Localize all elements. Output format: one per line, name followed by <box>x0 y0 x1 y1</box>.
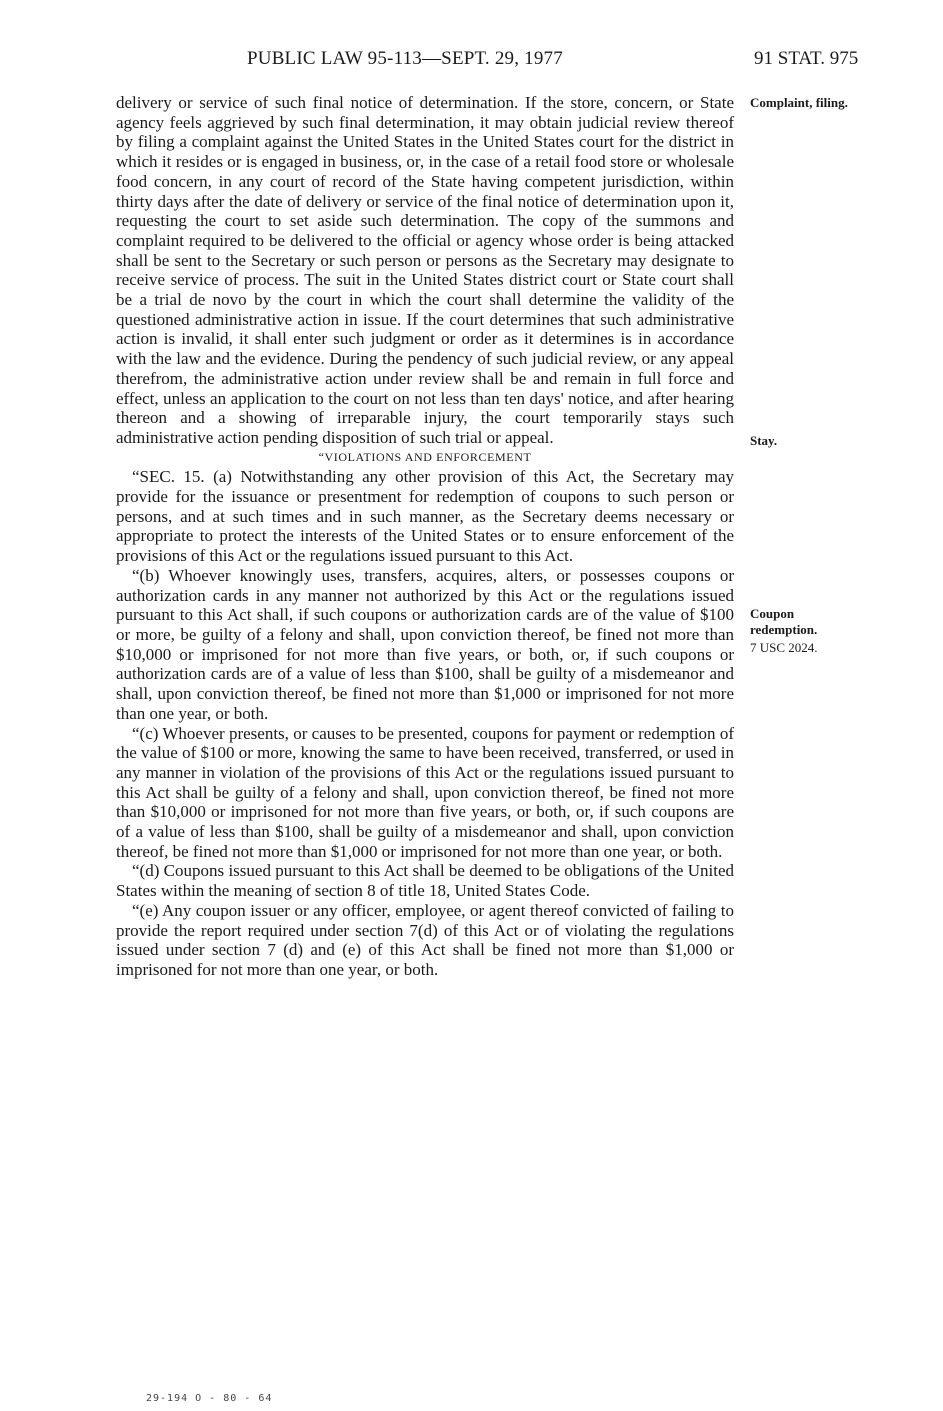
margin-note-citation: 7 USC 2024. <box>750 640 818 655</box>
paragraph-sec15-b: “(b) Whoever knowingly uses, transfers, acquires, alters, or possesses coupons or authorization cards in any manner not authorized by this Act or the regulations issued pursuant to this Act shall, if such coupons or authorization cards are of the value of $100 or more, be guilty of a felony and shall, upon conviction thereof, be fined not more than $10,000 or imprisoned for not more than five years, or both, or, if such coupons or authorization cards are of a value of less than $100, shall be guilty of a misdemeanor and shall, upon conviction thereof, be fined not more than $1,000 or imprisoned for not more than one year, or both. <box>116 565 734 723</box>
paragraph-sec15-e: “(e) Any coupon issuer or any officer, employee, or agent thereof convicted of failing to provide the report required under section 7(d) of this Act or of violating the regulations issued under section 7 (d) and (e) of this Act shall be fined not more than $1,000 or imprisoned for not more than one year, or both. <box>116 900 734 979</box>
print-code: 29-194 O - 80 - 64 <box>146 1393 273 1404</box>
margin-note-coupon: Coupon redemption. <box>750 606 818 637</box>
paragraph-continuation: delivery or service of such final notice of determination. If the store, concern, or State agency feels aggrieved by such final determination, it may obtain judicial review thereof by filing a complaint against the United States in the United States court for the district in which it resides or is engaged in business, or, in the case of a retail food store or wholesale food concern, in any court of record of the State having competent jurisdiction, within thirty days after the date of delivery or service of the final notice of determination upon it, requesting the court to set aside such determination. The copy of the summons and complaint required to be delivered to the official or agency whose order is being attacked shall be sent to the Secretary or such person or persons as the Secretary may designate to receive service of process. The suit in the United States district court or State court shall be a trial de novo by the court in which the court shall determine the validity of the questioned administrative action in issue. If the court determines that such administrative action is invalid, it shall enter such judgment or order as it determines is in accordance with the law and the evidence. During the pendency of such judicial review, or any appeal therefrom, the administrative action under review shall be and remain in full force and effect, unless an application to the court on not less than ten days' notice, and after hearing thereon and a showing of irreparable injury, the court temporarily stays such administrative action pending disposition of such trial or appeal. <box>116 93 734 447</box>
document-body <box>116 93 734 980</box>
paragraph-sec15-a: “SEC. 15. (a) Notwithstanding any other provision of this Act, the Secretary may provide for the issuance or presentment for redemption of coupons to such person or persons, and at such times and in such manner, as the Secretary deems necessary or appropriate to protect the interests of the United States or to ensure enforcement of the provisions of this Act or the regulations issued pursuant to this Act. <box>116 467 734 566</box>
paragraph-sec15-c: “(c) Whoever presents, or causes to be presented, coupons for payment or redemption of the value of $100 or more, knowing the same to have been received, transferred, or used in any manner in violation of the provisions of this Act or the regulations issued pursuant to this Act shall be guilty of a felony and shall, upon conviction thereof, be fined not more than $10,000 or imprisoned for not more than five years, or both, or, if such coupons are of a value of less than $100, shall be guilty of a misdemeanor and shall, upon conviction thereof, be fined not more than $1,000 or imprisoned for not more than one year, or both. <box>116 723 734 861</box>
page-number: 91 STAT. 975 <box>754 48 859 69</box>
margin-note-complaint: Complaint, filing. <box>750 95 848 110</box>
margin-note-stay: Stay. <box>750 433 778 448</box>
running-head: PUBLIC LAW 95-113—SEPT. 29, 1977 <box>247 48 563 69</box>
paragraph-sec15-d: “(d) Coupons issued pursuant to this Act shall be deemed to be obligations of the United States within the meaning of section 8 of title 18, United States Code. <box>116 861 734 901</box>
section-heading: “VIOLATIONS AND ENFORCEMENT <box>318 449 532 464</box>
